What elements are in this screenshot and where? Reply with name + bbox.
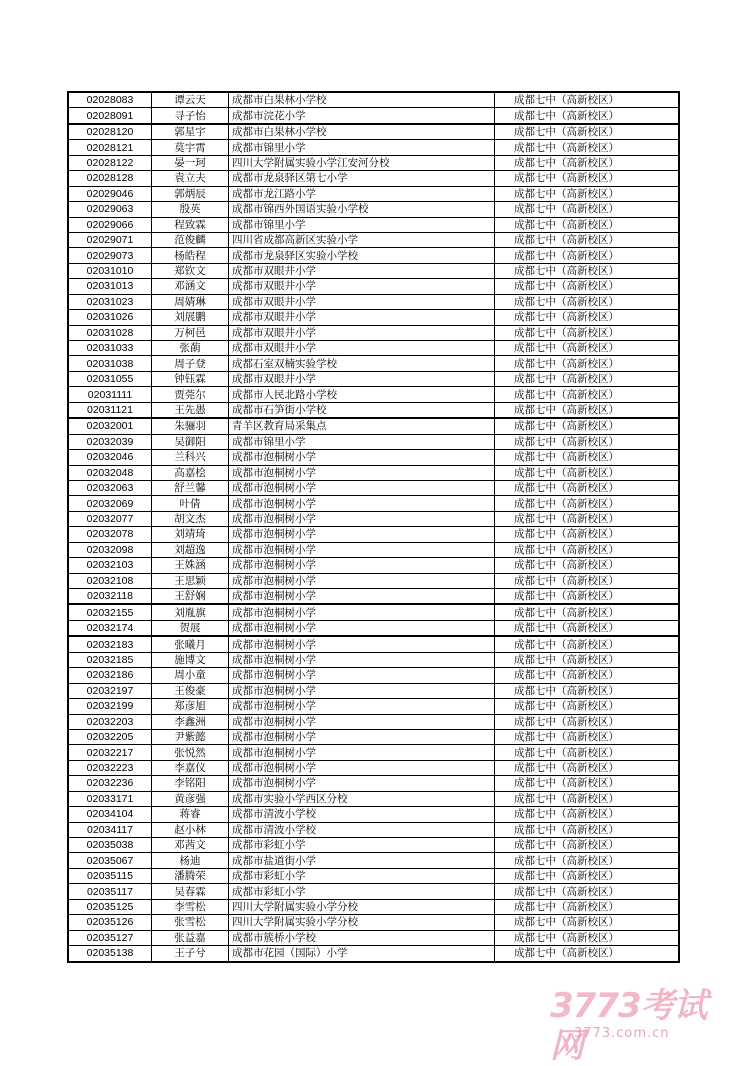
table-row — [68, 807, 679, 822]
destination-cell: 成都七中（高新校区） — [495, 402, 680, 418]
student-name-cell: 李鑫洲 — [152, 714, 229, 729]
watermark-logo-text: 考试网 — [550, 986, 707, 1066]
destination-cell: 成都七中（高新校区） — [495, 294, 680, 309]
destination-cell: 成都七中（高新校区） — [495, 868, 680, 883]
destination-cell: 成都七中（高新校区） — [495, 899, 680, 914]
table-row — [68, 604, 679, 620]
student-id-cell: 02031055 — [68, 371, 152, 386]
student-id-cell: 02031026 — [68, 310, 152, 325]
destination-cell: 成都七中（高新校区） — [495, 668, 680, 683]
student-id-cell: 02032078 — [68, 527, 152, 542]
student-id-cell: 02032118 — [68, 589, 152, 605]
student-id-cell: 02034117 — [68, 822, 152, 837]
destination-cell: 成都七中（高新校区） — [495, 714, 680, 729]
destination-cell: 成都七中（高新校区） — [495, 450, 680, 465]
table-row — [68, 402, 679, 418]
destination-cell: 成都七中（高新校区） — [495, 652, 680, 667]
student-name-cell: 杨皓程 — [152, 248, 229, 263]
destination-cell: 成都七中（高新校区） — [495, 589, 680, 605]
school-cell: 成都市实验小学西区分校 — [229, 791, 495, 806]
school-cell: 成都市龙江路小学 — [229, 186, 495, 201]
student-id-cell: 02035117 — [68, 884, 152, 899]
table-row — [68, 418, 679, 434]
table-row — [68, 636, 679, 652]
destination-cell: 成都七中（高新校区） — [495, 371, 680, 386]
table-row — [68, 465, 679, 480]
table-row — [68, 699, 679, 714]
school-cell: 成都市双眼井小学 — [229, 341, 495, 356]
school-cell: 青羊区教育局采集点 — [229, 418, 495, 434]
student-name-cell: 朱骊羽 — [152, 418, 229, 434]
school-cell: 成都市彩虹小学 — [229, 884, 495, 899]
student-name-cell: 兰科兴 — [152, 450, 229, 465]
destination-cell: 成都七中（高新校区） — [495, 683, 680, 698]
student-name-cell: 潘腾荣 — [152, 868, 229, 883]
destination-cell: 成都七中（高新校区） — [495, 124, 680, 140]
student-id-cell: 02032199 — [68, 699, 152, 714]
school-cell: 成都市花园（国际）小学 — [229, 946, 495, 962]
destination-cell: 成都七中（高新校区） — [495, 884, 680, 899]
destination-cell: 成都七中（高新校区） — [495, 465, 680, 480]
table-row — [68, 171, 679, 186]
destination-cell: 成都七中（高新校区） — [495, 310, 680, 325]
destination-cell: 成都七中（高新校区） — [495, 791, 680, 806]
student-id-cell: 02032103 — [68, 558, 152, 573]
destination-cell: 成都七中（高新校区） — [495, 776, 680, 791]
school-cell: 成都市浣花小学 — [229, 108, 495, 124]
student-name-cell: 莫宇霄 — [152, 140, 229, 155]
student-name-cell: 袁立夫 — [152, 171, 229, 186]
student-name-cell: 李嘉仪 — [152, 760, 229, 775]
student-id-cell: 02035125 — [68, 899, 152, 914]
destination-cell: 成都七中（高新校区） — [495, 604, 680, 620]
school-cell: 成都市泡桐树小学 — [229, 620, 495, 636]
school-cell: 成都市泡桐树小学 — [229, 465, 495, 480]
school-cell: 成都市泡桐树小学 — [229, 450, 495, 465]
student-id-cell: 02029071 — [68, 232, 152, 247]
table-row — [68, 310, 679, 325]
student-id-cell: 02032223 — [68, 760, 152, 775]
table-row — [68, 668, 679, 683]
table-row — [68, 573, 679, 588]
school-cell: 成都市泡桐树小学 — [229, 760, 495, 775]
student-id-cell: 02028083 — [68, 92, 152, 108]
table-row — [68, 683, 679, 698]
destination-cell: 成都七中（高新校区） — [495, 915, 680, 930]
table-row — [68, 868, 679, 883]
destination-cell: 成都七中（高新校区） — [495, 387, 680, 402]
school-cell: 成都市锦里小学 — [229, 434, 495, 449]
student-id-cell: 02033171 — [68, 791, 152, 806]
table-row — [68, 186, 679, 201]
school-cell: 成都市双眼井小学 — [229, 310, 495, 325]
student-id-cell: 02032069 — [68, 496, 152, 511]
table-body — [68, 92, 679, 962]
student-name-cell: 周子登 — [152, 356, 229, 371]
table-row — [68, 853, 679, 868]
student-name-cell: 郭炳辰 — [152, 186, 229, 201]
table-row — [68, 371, 679, 386]
school-cell: 成都市泡桐树小学 — [229, 573, 495, 588]
student-id-cell: 02035138 — [68, 946, 152, 962]
student-name-cell: 刘胤旗 — [152, 604, 229, 620]
school-cell: 成都市泡桐树小学 — [229, 636, 495, 652]
student-id-cell: 02035115 — [68, 868, 152, 883]
school-cell: 四川大学附属实验小学江安河分校 — [229, 155, 495, 170]
student-name-cell: 贾莞尔 — [152, 387, 229, 402]
student-id-cell: 02035126 — [68, 915, 152, 930]
destination-cell: 成都七中（高新校区） — [495, 511, 680, 526]
student-name-cell: 谭云天 — [152, 92, 229, 108]
student-name-cell: 万柯邑 — [152, 325, 229, 340]
school-cell: 成都市龙泉驿区第七小学 — [229, 171, 495, 186]
destination-cell: 成都七中（高新校区） — [495, 356, 680, 371]
school-cell: 成都市白果林小学校 — [229, 124, 495, 140]
student-id-cell: 02029073 — [68, 248, 152, 263]
destination-cell: 成都七中（高新校区） — [495, 699, 680, 714]
table-row — [68, 652, 679, 667]
student-id-cell: 02031121 — [68, 402, 152, 418]
destination-cell: 成都七中（高新校区） — [495, 807, 680, 822]
student-id-cell: 02028120 — [68, 124, 152, 140]
school-cell: 成都市人民北路小学校 — [229, 387, 495, 402]
school-cell: 成都市锦里小学 — [229, 140, 495, 155]
school-cell: 成都市泡桐树小学 — [229, 668, 495, 683]
school-cell: 成都市泡桐树小学 — [229, 652, 495, 667]
student-name-cell: 叶倩 — [152, 496, 229, 511]
table-row — [68, 620, 679, 636]
table-row — [68, 480, 679, 495]
table-row — [68, 108, 679, 124]
student-name-cell: 王思颖 — [152, 573, 229, 588]
student-name-cell: 吴春霖 — [152, 884, 229, 899]
student-name-cell: 舒兰馨 — [152, 480, 229, 495]
table-row — [68, 760, 679, 775]
table-row — [68, 496, 679, 511]
student-id-cell: 02031010 — [68, 263, 152, 278]
school-cell: 成都市双眼井小学 — [229, 371, 495, 386]
table-row — [68, 356, 679, 371]
destination-cell: 成都七中（高新校区） — [495, 279, 680, 294]
student-name-cell: 王姝涵 — [152, 558, 229, 573]
student-id-cell: 02032001 — [68, 418, 152, 434]
student-name-cell: 邓涵文 — [152, 279, 229, 294]
table-row — [68, 124, 679, 140]
destination-cell: 成都七中（高新校区） — [495, 496, 680, 511]
school-cell: 成都市泡桐树小学 — [229, 699, 495, 714]
destination-cell: 成都七中（高新校区） — [495, 853, 680, 868]
school-cell: 成都市彩虹小学 — [229, 838, 495, 853]
student-name-cell: 张蓢 — [152, 341, 229, 356]
destination-cell: 成都七中（高新校区） — [495, 140, 680, 155]
table-row — [68, 232, 679, 247]
school-cell: 成都市泡桐树小学 — [229, 589, 495, 605]
school-cell: 成都市泡桐树小学 — [229, 683, 495, 698]
school-cell: 成都市泡桐树小学 — [229, 729, 495, 744]
destination-cell: 成都七中（高新校区） — [495, 232, 680, 247]
student-name-cell: 王俊豪 — [152, 683, 229, 698]
destination-cell: 成都七中（高新校区） — [495, 480, 680, 495]
student-id-cell: 02032046 — [68, 450, 152, 465]
destination-cell: 成都七中（高新校区） — [495, 822, 680, 837]
student-id-cell: 02032186 — [68, 668, 152, 683]
table-row — [68, 527, 679, 542]
student-name-cell: 周婧琳 — [152, 294, 229, 309]
student-id-cell: 02032205 — [68, 729, 152, 744]
table-row — [68, 511, 679, 526]
student-id-cell: 02031033 — [68, 341, 152, 356]
destination-cell: 成都七中（高新校区） — [495, 558, 680, 573]
school-cell: 四川省成都高新区实验小学 — [229, 232, 495, 247]
destination-cell: 成都七中（高新校区） — [495, 946, 680, 962]
school-cell: 四川大学附属实验小学分校 — [229, 915, 495, 930]
school-cell: 成都市龙泉驿区实验小学校 — [229, 248, 495, 263]
destination-cell: 成都七中（高新校区） — [495, 202, 680, 217]
student-name-cell: 殷英 — [152, 202, 229, 217]
table-row — [68, 714, 679, 729]
student-name-cell: 赵小林 — [152, 822, 229, 837]
school-cell: 成都市白果林小学校 — [229, 92, 495, 108]
destination-cell: 成都七中（高新校区） — [495, 930, 680, 945]
student-name-cell: 郑钦文 — [152, 263, 229, 278]
destination-cell: 成都七中（高新校区） — [495, 217, 680, 232]
school-cell: 成都市盐道街小学 — [229, 853, 495, 868]
student-name-cell: 张雪松 — [152, 915, 229, 930]
student-id-cell: 02032217 — [68, 745, 152, 760]
student-id-cell: 02035067 — [68, 853, 152, 868]
table-row — [68, 387, 679, 402]
school-cell: 四川大学附属实验小学分校 — [229, 899, 495, 914]
student-id-cell: 02031013 — [68, 279, 152, 294]
student-name-cell: 郑彦旭 — [152, 699, 229, 714]
destination-cell: 成都七中（高新校区） — [495, 248, 680, 263]
school-cell: 成都市簇桥小学校 — [229, 930, 495, 945]
student-name-cell: 黄彦强 — [152, 791, 229, 806]
table-row — [68, 899, 679, 914]
table-row — [68, 155, 679, 170]
student-name-cell: 胡文杰 — [152, 511, 229, 526]
student-id-cell: 02031038 — [68, 356, 152, 371]
table-row — [68, 202, 679, 217]
destination-cell: 成都七中（高新校区） — [495, 838, 680, 853]
student-name-cell: 王子兮 — [152, 946, 229, 962]
table-row — [68, 294, 679, 309]
table-row — [68, 884, 679, 899]
student-name-cell: 杨迪 — [152, 853, 229, 868]
table-row — [68, 838, 679, 853]
student-id-cell: 02028091 — [68, 108, 152, 124]
student-name-cell: 尹紫懿 — [152, 729, 229, 744]
school-cell: 成都市清波小学校 — [229, 822, 495, 837]
student-name-cell: 张悦然 — [152, 745, 229, 760]
table-row — [68, 434, 679, 449]
student-id-cell: 02032108 — [68, 573, 152, 588]
student-id-cell: 02032174 — [68, 620, 152, 636]
student-id-cell: 02031028 — [68, 325, 152, 340]
school-cell: 成都市清波小学校 — [229, 807, 495, 822]
student-name-cell: 刘靖琦 — [152, 527, 229, 542]
student-id-cell: 02032197 — [68, 683, 152, 698]
table-row — [68, 915, 679, 930]
destination-cell: 成都七中（高新校区） — [495, 729, 680, 744]
student-id-cell: 02032185 — [68, 652, 152, 667]
destination-cell: 成都七中（高新校区） — [495, 92, 680, 108]
school-cell: 成都市锦里小学 — [229, 217, 495, 232]
table-row — [68, 946, 679, 962]
table-row — [68, 279, 679, 294]
student-id-cell: 02032077 — [68, 511, 152, 526]
student-name-cell: 王先愚 — [152, 402, 229, 418]
table-row — [68, 450, 679, 465]
student-id-cell: 02032203 — [68, 714, 152, 729]
school-cell: 成都市泡桐树小学 — [229, 496, 495, 511]
destination-cell: 成都七中（高新校区） — [495, 171, 680, 186]
school-cell: 成都市双眼井小学 — [229, 294, 495, 309]
school-cell: 成都市双眼井小学 — [229, 263, 495, 278]
student-name-cell: 贺展 — [152, 620, 229, 636]
school-cell: 成都市泡桐树小学 — [229, 480, 495, 495]
school-cell: 成都市泡桐树小学 — [229, 745, 495, 760]
student-id-cell: 02035038 — [68, 838, 152, 853]
student-name-cell: 邓茜文 — [152, 838, 229, 853]
school-cell: 成都市双眼井小学 — [229, 279, 495, 294]
destination-cell: 成都七中（高新校区） — [495, 542, 680, 557]
table-row — [68, 217, 679, 232]
student-name-cell: 周小童 — [152, 668, 229, 683]
student-id-cell: 02028122 — [68, 155, 152, 170]
table-row — [68, 930, 679, 945]
destination-cell: 成都七中（高新校区） — [495, 620, 680, 636]
student-name-cell: 施博文 — [152, 652, 229, 667]
student-name-cell: 张益嘉 — [152, 930, 229, 945]
table-row — [68, 745, 679, 760]
school-cell: 成都市双眼井小学 — [229, 325, 495, 340]
table-row — [68, 558, 679, 573]
table-row — [68, 341, 679, 356]
school-cell: 成都市泡桐树小学 — [229, 604, 495, 620]
student-name-cell: 王舒娴 — [152, 589, 229, 605]
table-row — [68, 325, 679, 340]
watermark-logo-number: 3773 — [550, 986, 641, 1026]
student-id-cell: 02034104 — [68, 807, 152, 822]
student-id-cell: 02032236 — [68, 776, 152, 791]
school-cell: 成都市泡桐树小学 — [229, 527, 495, 542]
watermark-url: 3773.com.cn — [574, 1026, 670, 1041]
student-name-cell: 高嘉桧 — [152, 465, 229, 480]
table-row — [68, 776, 679, 791]
student-name-cell: 钟钰霖 — [152, 371, 229, 386]
student-id-cell: 02032039 — [68, 434, 152, 449]
table-row — [68, 729, 679, 744]
student-name-cell: 吴御阳 — [152, 434, 229, 449]
school-cell: 成都市锦西外国语实验小学校 — [229, 202, 495, 217]
destination-cell: 成都七中（高新校区） — [495, 325, 680, 340]
student-id-cell: 02028121 — [68, 140, 152, 155]
watermark — [550, 986, 730, 1066]
destination-cell: 成都七中（高新校区） — [495, 434, 680, 449]
school-cell: 成都石室双楠实验学校 — [229, 356, 495, 371]
student-id-cell: 02028128 — [68, 171, 152, 186]
student-name-cell: 郭星宇 — [152, 124, 229, 140]
student-id-cell: 02029063 — [68, 202, 152, 217]
student-id-cell: 02031023 — [68, 294, 152, 309]
student-name-cell: 李雪松 — [152, 899, 229, 914]
student-name-cell: 范俊麟 — [152, 232, 229, 247]
student-id-cell: 02032048 — [68, 465, 152, 480]
student-name-cell: 程致霖 — [152, 217, 229, 232]
destination-cell: 成都七中（高新校区） — [495, 263, 680, 278]
school-cell: 成都市泡桐树小学 — [229, 714, 495, 729]
student-id-cell: 02035127 — [68, 930, 152, 945]
school-cell: 成都市泡桐树小学 — [229, 776, 495, 791]
student-id-cell: 02032155 — [68, 604, 152, 620]
destination-cell: 成都七中（高新校区） — [495, 418, 680, 434]
table-row — [68, 589, 679, 605]
student-id-cell: 02029046 — [68, 186, 152, 201]
school-cell: 成都市泡桐树小学 — [229, 542, 495, 557]
student-name-cell: 晏一珂 — [152, 155, 229, 170]
school-cell: 成都市泡桐树小学 — [229, 558, 495, 573]
student-id-cell: 02029066 — [68, 217, 152, 232]
destination-cell: 成都七中（高新校区） — [495, 745, 680, 760]
school-cell: 成都市彩虹小学 — [229, 868, 495, 883]
destination-cell: 成都七中（高新校区） — [495, 186, 680, 201]
admission-list-table — [67, 91, 680, 963]
destination-cell: 成都七中（高新校区） — [495, 108, 680, 124]
student-id-cell: 02032063 — [68, 480, 152, 495]
table-row — [68, 248, 679, 263]
student-id-cell: 02032183 — [68, 636, 152, 652]
table-row — [68, 92, 679, 108]
student-name-cell: 蒋睿 — [152, 807, 229, 822]
table-row — [68, 822, 679, 837]
destination-cell: 成都七中（高新校区） — [495, 636, 680, 652]
student-name-cell: 刘超逸 — [152, 542, 229, 557]
school-cell: 成都市石笋街小学校 — [229, 402, 495, 418]
table-row — [68, 140, 679, 155]
destination-cell: 成都七中（高新校区） — [495, 760, 680, 775]
student-id-cell: 02032098 — [68, 542, 152, 557]
school-cell: 成都市泡桐树小学 — [229, 511, 495, 526]
table-row — [68, 542, 679, 557]
destination-cell: 成都七中（高新校区） — [495, 341, 680, 356]
destination-cell: 成都七中（高新校区） — [495, 573, 680, 588]
student-name-cell: 张曦月 — [152, 636, 229, 652]
table-row — [68, 791, 679, 806]
student-id-cell: 02031111 — [68, 387, 152, 402]
student-name-cell: 刘展鹏 — [152, 310, 229, 325]
destination-cell: 成都七中（高新校区） — [495, 527, 680, 542]
table-row — [68, 263, 679, 278]
destination-cell: 成都七中（高新校区） — [495, 155, 680, 170]
student-name-cell: 寻子怡 — [152, 108, 229, 124]
student-name-cell: 李铭阳 — [152, 776, 229, 791]
